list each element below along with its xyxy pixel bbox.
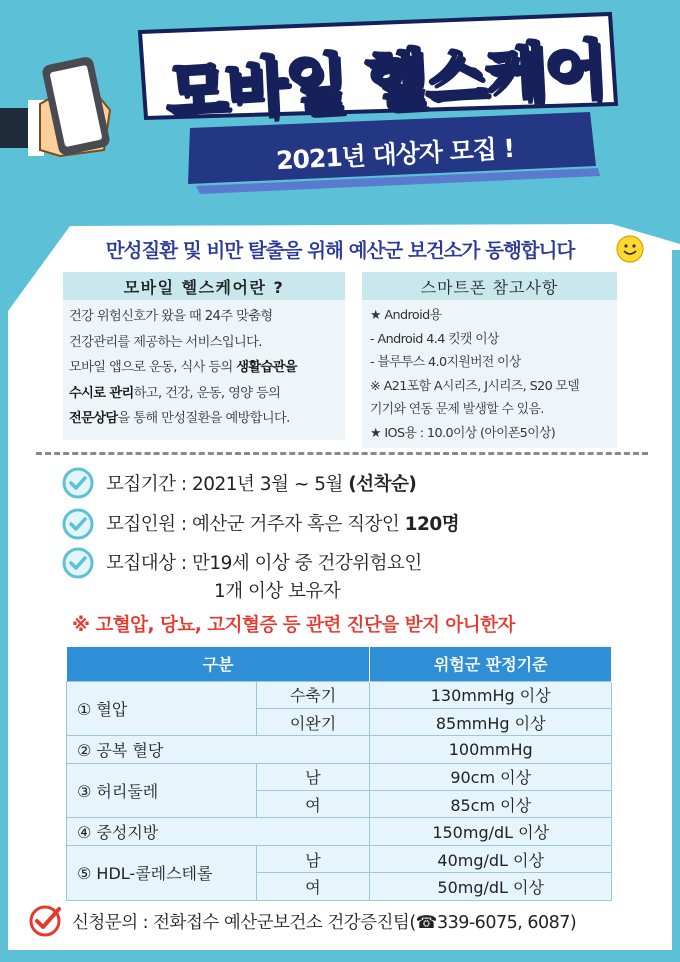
- about-box-heading: 모바일 헬스케어란 ?: [63, 272, 345, 300]
- check-circle-icon: [28, 904, 62, 938]
- row-value: 85mmHg 이상: [370, 708, 612, 735]
- row-name: ③ 허리둘레: [67, 763, 257, 818]
- smartphone-box-body: [362, 300, 617, 445]
- row-value: 85cm 이상: [370, 791, 612, 818]
- row-value: 130mmHg 이상: [370, 681, 612, 708]
- table-row: [67, 736, 612, 763]
- row-sub: 여: [256, 791, 370, 818]
- row-value: 150mg/dL 이상: [370, 818, 612, 845]
- phone-line: ★ IOS용 : 10.0이상 (아이폰5이상): [370, 425, 556, 441]
- row-sub: 수축기: [256, 681, 370, 708]
- check-circle-icon: [62, 547, 94, 579]
- exclusion-warning: ※ 고혈압, 당뇨, 고지혈증 등 관련 진단을 받지 아니한자: [72, 615, 515, 636]
- row-name: ② 공복 혈당: [67, 736, 370, 763]
- about-box: [63, 272, 345, 440]
- recruit-target: 모집대상 : 만19세 이상 중 건강위험요인: [106, 553, 422, 574]
- criteria-table: [66, 647, 612, 901]
- phone-line: ★ Android용: [370, 308, 442, 323]
- check-circle-icon: [62, 467, 94, 499]
- recruit-people: 모집인원 : 예산군 거주자 혹은 직장인 120명: [106, 514, 460, 535]
- left-frame: [0, 250, 8, 962]
- right-frame: [672, 250, 680, 962]
- header-category: 구분: [67, 647, 370, 681]
- about-box-body: [63, 300, 345, 432]
- recruit-period: 모집기간 : 2021년 3월 ~ 5월 (선착순): [106, 474, 417, 495]
- table-row: [67, 681, 612, 708]
- table-header-row: [67, 647, 612, 681]
- about-line: 건강관리를 제공하는 서비스입니다.: [69, 334, 262, 350]
- row-sub: 남: [256, 845, 370, 872]
- smartphone-box-heading: 스마트폰 참고사항: [362, 272, 617, 300]
- dashed-divider: [36, 452, 648, 455]
- row-sub: 여: [256, 873, 370, 900]
- contact-info: 신청문의 : 전화접수 예산군보건소 건강증진팀(☎339-6075, 6087): [72, 912, 577, 933]
- subtitle: 2021년 대상자 모집 !: [275, 133, 515, 176]
- header-criteria: 위험군 판정기준: [370, 647, 612, 681]
- tagline: 만성질환 및 비만 탈출을 위해 예산군 보건소가 동행합니다: [105, 239, 575, 262]
- table-row: [67, 845, 612, 872]
- recruit-target-continued: 1개 이상 보유자: [214, 581, 341, 602]
- smile-icon: [616, 235, 644, 263]
- row-value: 100mmHg: [370, 736, 612, 763]
- phone-line: ※ A21포함 A시리즈, J시리즈, S20 모델: [370, 378, 580, 394]
- row-sub: 남: [256, 763, 370, 790]
- smartphone-box: [362, 272, 617, 448]
- about-line: 전문상담을 통해 만성질환을 예방합니다.: [69, 411, 290, 426]
- table-row: [67, 818, 612, 845]
- bottom-frame: [0, 950, 680, 962]
- row-name: ① 혈압: [67, 681, 257, 736]
- row-name: ④ 중성지방: [67, 818, 370, 845]
- phone-line: 기기와 연동 문제 발생할 수 있음.: [370, 402, 544, 417]
- main-title: 모바일 헬스케어: [164, 33, 607, 131]
- about-line: 건강 위험신호가 왔을 때 24주 맞춤형: [69, 309, 273, 324]
- row-name: ⑤ HDL-콜레스테롤: [67, 845, 257, 900]
- row-value: 50mg/dL 이상: [370, 873, 612, 900]
- check-circle-icon: [62, 508, 94, 540]
- phone-line: - Android 4.4 킷캣 이상: [370, 331, 499, 347]
- table-row: [67, 763, 612, 790]
- row-value: 40mg/dL 이상: [370, 845, 612, 872]
- row-sub: 이완기: [256, 708, 370, 735]
- about-line: 모바일 앱으로 운동, 식사 등의 생활습관을: [69, 360, 297, 375]
- about-line: 수시로 관리하고, 건강, 운동, 영양 등의: [69, 385, 281, 401]
- phone-line: - 블루투스 4.0지원버전 이상: [370, 355, 521, 370]
- row-value: 90cm 이상: [370, 763, 612, 790]
